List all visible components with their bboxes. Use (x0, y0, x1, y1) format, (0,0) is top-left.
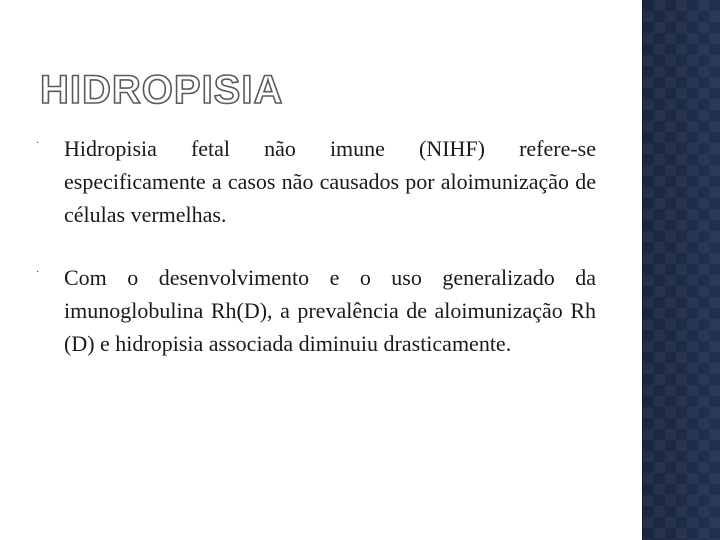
bullet-dot-icon: · (36, 138, 40, 149)
bullet-item (36, 132, 596, 231)
bullet-text: Com o desenvolvimento e o uso generalizado da imunoglobulina Rh(D), a prevalência de aloimunização Rh (D) e hidropisia associada diminuiu drasticamente. (64, 265, 596, 356)
slide-title: HIDROPISIA (40, 68, 284, 112)
bullet-text: Hidropisia fetal não imune (NIHF) refere-se especificamente a casos não causados por aloimunização de células vermelhas. (64, 136, 596, 227)
bullet-item (36, 261, 596, 360)
decorative-side-panel (642, 0, 720, 540)
bullet-dot-icon: · (36, 267, 40, 278)
bullet-list (36, 132, 596, 390)
